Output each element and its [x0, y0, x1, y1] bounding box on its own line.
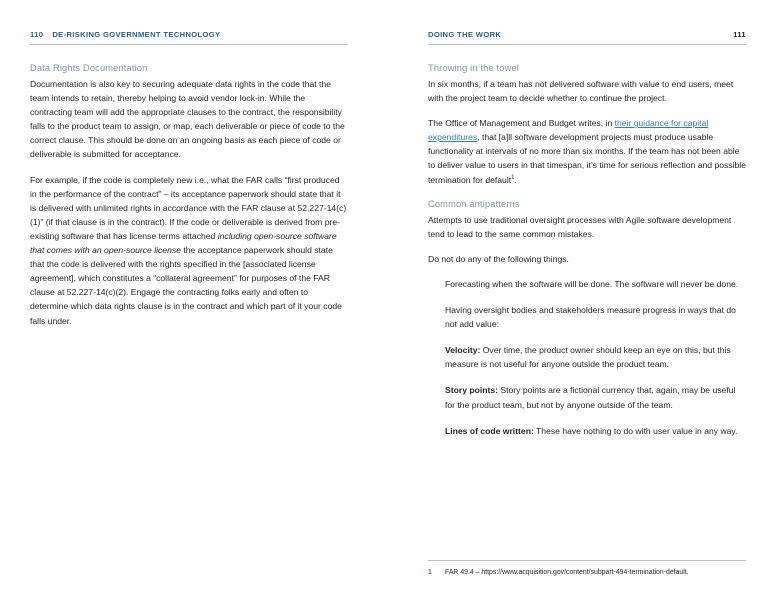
antipattern-item-lead: Lines of code written:	[445, 425, 534, 436]
paragraph-omb-end: .	[514, 174, 517, 185]
page-number-right: 111	[733, 30, 746, 39]
antipattern-item-text: Forecasting when the software will be done. The software will never be done.	[445, 278, 739, 289]
page-number-left: 110	[30, 30, 44, 39]
paragraph-far-example-italic: including open-source software that comes with an open-source license	[30, 230, 337, 256]
running-head-right	[428, 30, 746, 39]
paragraph-far-example	[30, 173, 348, 328]
section-heading-common-antipatterns: Common antipatterns	[428, 198, 520, 209]
paragraph-omb-part2: , that [a]ll software development projects must produce usable functionality at intervals of no more than six months. If the team has not been able to deliver value to users in that timespan, it’s time for serious reflection and possible termination for default	[428, 132, 746, 185]
header-rule-left	[30, 44, 348, 45]
antipattern-item-text: These have nothing to do with user value in any way.	[533, 425, 738, 436]
footnote-text: FAR 49.4 – https://www.acquisition.gov/content/subpart-494-termination-default.	[445, 569, 689, 576]
antipattern-item-text: Story points are a fictional currency that, again, may be useful for the product team, but not by anyone outside of the team.	[445, 385, 736, 410]
link-omb-guidance[interactable]: their guidance for capital expenditures	[428, 118, 709, 143]
footnote-reference-1[interactable]: 1	[511, 174, 515, 181]
antipattern-item	[445, 343, 746, 371]
footnote-number: 1	[428, 569, 432, 576]
running-head-left	[30, 30, 348, 39]
paragraph-do-not-do: Do not do any of the following things.	[428, 253, 569, 264]
antipattern-list	[445, 277, 746, 438]
paragraph-far-example-part1: For example, if the code is completely new i.e., what the FAR calls “first produced in the performance of the contract” – its acceptance paperwork should state that it is delivered with unlimited rights in accordance with the FAR clause at 52.227-14(c)(1)” (if that clause is in the contract). If the code or deliverable is derived from pre-existing software that has license terms attached	[30, 174, 347, 241]
footnote-1	[428, 568, 746, 578]
antipattern-item-lead: Story points:	[445, 385, 498, 396]
antipattern-item	[445, 424, 746, 438]
section-heading-data-rights: Data Rights Documentation	[30, 63, 148, 73]
paragraph-far-example-part2: the acceptance paperwork should state that the code is delivered with the rights specified in the [associated license agreement], which constitutes a “collateral agreement” for purposes of the FAR clause at 52.227-14(c)(2). Engage the contracting folks early and often to determine which data rights clause is in the contract and which part of it your code falls under.	[30, 245, 342, 326]
text-column-right	[428, 62, 746, 580]
page-right	[388, 0, 776, 600]
antipattern-item-text: Over time, the product owner should keep an eye on this, but this measure is not useful for anyone outside the product team.	[445, 345, 731, 370]
running-title-left: DE-RISKING GOVERNMENT TECHNOLOGY	[52, 30, 221, 39]
antipattern-item	[445, 383, 746, 411]
paragraph-six-months: In six months, if a team has not delivered software with value to end users, meet with the project team to decide whether to continue the project.	[428, 79, 734, 104]
running-title-right: DOING THE WORK	[428, 30, 502, 39]
footnote-rule	[428, 560, 746, 561]
paragraph-antipatterns-intro: Attempts to use traditional oversight processes with Agile software development tend to lead to the same common mistakes.	[428, 214, 732, 239]
paragraph-data-rights-intro: Documentation is also key to securing adequate data rights in the code that the team intends to retain, thereby helping to avoid vendor lock-in. While the contracting team will add the appropriate clauses to the contract, the responsibility falls to the product team to assign, or map, each deliverable or piece of code to the correct clause. This should be done on an ongoing basis as each piece of code or deliverable is submitted for acceptance.	[30, 79, 345, 160]
antipattern-item	[445, 303, 746, 331]
footnote-area	[428, 560, 746, 578]
antipattern-item-text: Having oversight bodies and stakeholders measure progress in ways that do not add value:	[445, 305, 736, 330]
text-column-left	[30, 62, 348, 580]
antipattern-item	[445, 277, 746, 291]
header-rule-right	[428, 44, 746, 45]
paragraph-omb-part1: The Office of Management and Budget writes, in	[428, 118, 615, 129]
section-heading-throwing-in-the-towel: Throwing in the towel	[428, 63, 519, 73]
paragraph-omb-quote	[428, 116, 746, 186]
antipattern-item-lead: Velocity:	[445, 345, 481, 356]
